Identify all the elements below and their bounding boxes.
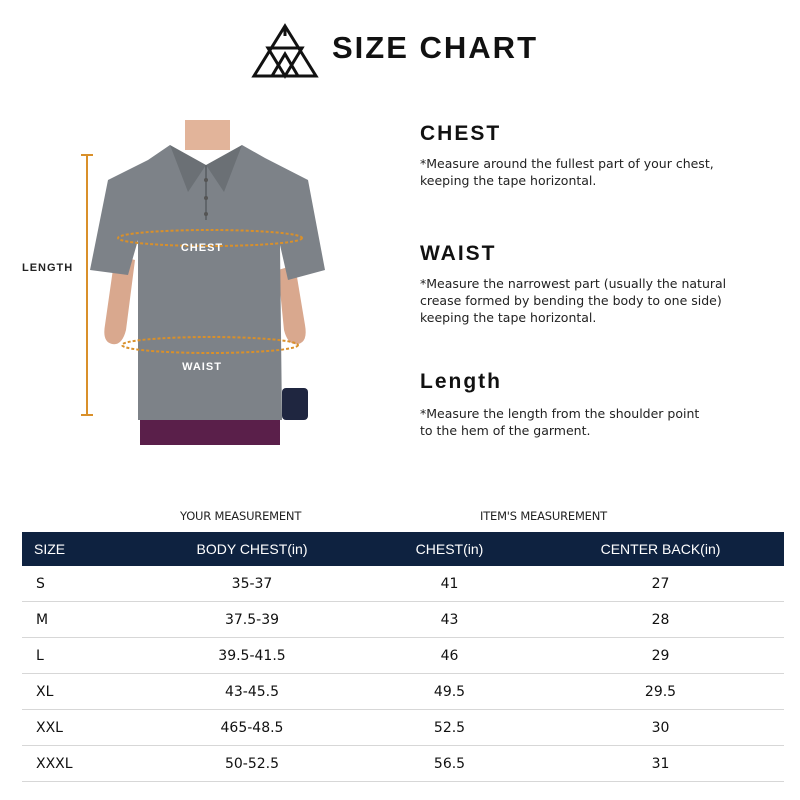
chest-cell: 43	[440, 611, 459, 628]
size-table	[22, 532, 784, 782]
center-back-cell: 28	[651, 611, 670, 628]
chest-cell: 46	[440, 647, 459, 664]
chest-cell: 52.5	[433, 719, 466, 736]
table-row	[22, 602, 784, 638]
size-cell: XL	[36, 683, 54, 700]
table-row	[22, 710, 784, 746]
chest-cell: 56.5	[433, 755, 466, 772]
chest-label: CHEST	[180, 242, 224, 254]
body-chest-cell: 35-37	[231, 575, 273, 592]
size-cell: S	[36, 575, 45, 592]
measure-heading-0: CHEST	[420, 122, 502, 145]
body-chest-cell: 43-45.5	[224, 683, 280, 700]
center-back-cell: 29.5	[644, 683, 677, 700]
body-chest-cell: 37.5-39	[224, 611, 280, 628]
shirt-model-figure	[20, 120, 350, 445]
table-body	[22, 566, 784, 782]
measure-instructions-0	[420, 155, 780, 189]
table-row	[22, 638, 784, 674]
body-chest-cell: 50-52.5	[224, 755, 280, 772]
measure-instructions-2	[420, 405, 780, 439]
measure-instructions-1	[420, 275, 780, 326]
table-row	[22, 674, 784, 710]
size-cell: L	[36, 647, 44, 664]
instruction-line: keeping the tape horizontal.	[420, 173, 597, 188]
body-chest-cell: 39.5-41.5	[218, 647, 286, 664]
instruction-line: *Measure the length from the shoulder point	[420, 406, 700, 421]
center-back-cell: 27	[651, 575, 670, 592]
center-back-cell: 29	[651, 647, 670, 664]
measure-heading-1: WAIST	[420, 242, 497, 265]
instruction-line: crease formed by bending the body to one side)	[420, 293, 722, 308]
table-row	[22, 566, 784, 602]
column-header-size: SIZE	[34, 541, 66, 557]
length-measure-bar	[81, 155, 93, 415]
page-title: SIZE CHART	[332, 30, 538, 65]
size-cell: XXL	[36, 719, 63, 736]
body-chest-cell: 465-48.5	[220, 719, 284, 736]
length-label: LENGTH	[22, 262, 74, 274]
instruction-line: keeping the tape horizontal.	[420, 310, 597, 325]
table-header	[22, 532, 784, 566]
size-cell: XXXL	[36, 755, 73, 772]
table-row	[22, 746, 784, 782]
column-header-body-chest: BODY CHEST(in)	[196, 541, 308, 557]
column-header-center-back: CENTER BACK(in)	[600, 541, 721, 557]
your-measurement-label: YOUR MEASUREMENT	[180, 509, 302, 523]
waist-label: WAIST	[182, 361, 222, 373]
instruction-line: *Measure the narrowest part (usually the natural	[420, 276, 727, 291]
instruction-line: to the hem of the garment.	[420, 423, 591, 438]
chest-cell: 49.5	[433, 683, 466, 700]
items-measurement-label: ITEM'S MEASUREMENT	[480, 509, 607, 523]
size-cell: M	[36, 611, 49, 628]
center-back-cell: 31	[651, 755, 670, 772]
measure-heading-2: Length	[420, 370, 502, 393]
triangle-mountain-logo-icon	[250, 22, 320, 80]
instruction-line: *Measure around the fullest part of your chest,	[420, 156, 714, 171]
neck	[185, 120, 230, 150]
center-back-cell: 30	[651, 719, 670, 736]
chest-cell: 41	[440, 575, 459, 592]
column-header-chest: CHEST(in)	[415, 541, 484, 557]
wristband	[282, 388, 308, 420]
